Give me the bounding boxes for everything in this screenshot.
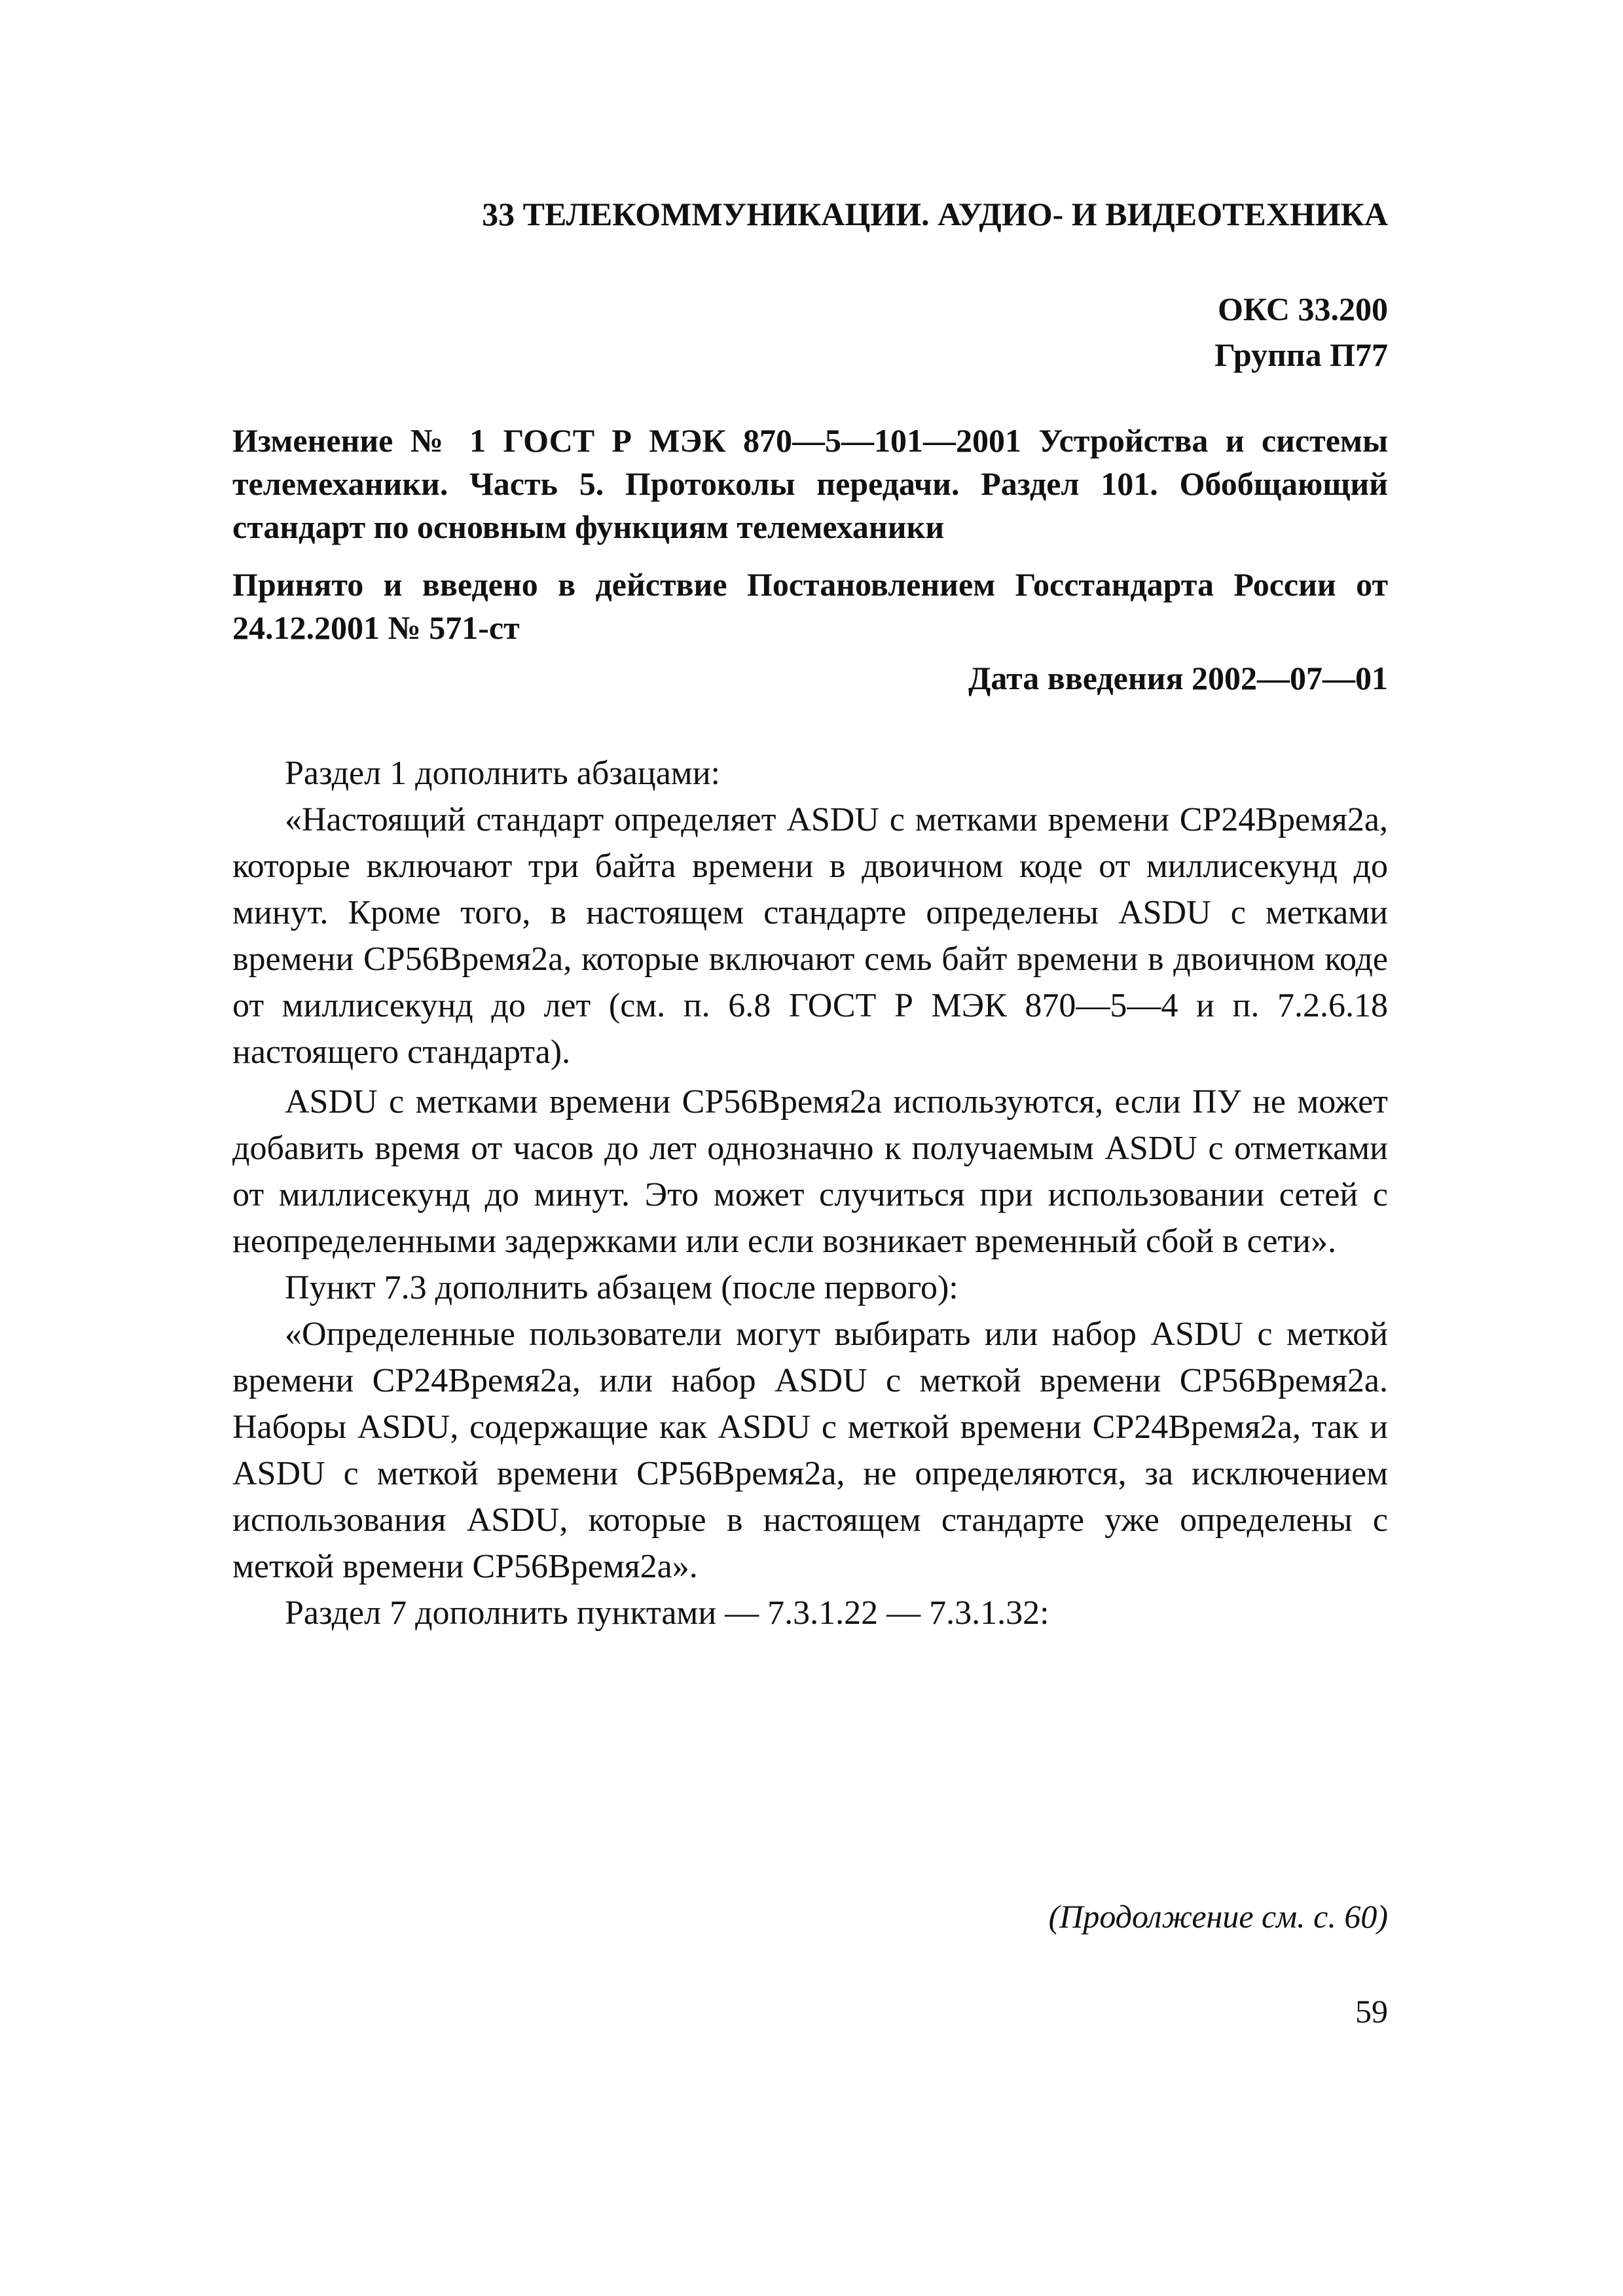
group-code: Группа П77 [1214,336,1388,373]
classification-block [232,286,1388,378]
oks-code: ОКС 33.200 [1217,291,1388,327]
body-text [232,750,1388,1636]
paragraph: Раздел 7 дополнить пунктами — 7.3.1.22 — 7.3.1.32: [285,1594,1049,1632]
continuation-note: (Продолжение см. с. 60) [1048,1898,1388,1935]
paragraph: ASDU с метками времени СР56Время2а используются, если ПУ не может добавить время от часов до лет однозначно к получаемым ASDU с отметками от миллисекунд до минут. Это может случиться при использовании сетей с неопределенными задержками или если возникает временный сбой в сети». [232,1083,1388,1260]
paragraph: Пункт 7.3 дополнить абзацем (после первого): [285,1269,958,1306]
amendment-title: Изменение № 1 ГОСТ Р МЭК 870—5—101—2001 Устройства и системы телемеханики. Часть 5. Протоколы передачи. Раздел 101. Обобщающий стандарт по основным функциям телемеханики [232,422,1388,545]
adoption-statement: Принято и введено в действие Постановлением Госстандарта России от 24.12.2001 № 571-ст [232,566,1388,646]
section-title: 33 ТЕЛЕКОММУНИКАЦИИ. АУДИО- И ВИДЕОТЕХНИКА [482,196,1388,232]
paragraph: «Определенные пользователи могут выбирать или набор ASDU с меткой времени СР24Время2а, или набор ASDU с меткой времени СР56Время2а. Наборы ASDU, содержащие как ASDU с меткой времени СР24Время2а, так и ASDU с меткой времени СР56Время2а, не определяются, за исключением использования ASDU, которые в настоящем стандарте уже определены с меткой времени СР56Время2а». [232,1316,1388,1585]
page-number: 59 [1355,1993,1388,2030]
paragraph: «Настоящий стандарт определяет ASDU с метками времени СР24Время2а, которые включают три байта времени в двоичном коде от миллисекунд до минут. Кроме того, в настоящем стандарте определены ASDU с метками времени СР56Время2а, которые включают семь байт времени в двоичном коде от миллисекунд до лет (см. п. 6.8 ГОСТ Р МЭК 870—5—4 и п. 7.2.6.18 настоящего стандарта). [232,801,1388,1071]
document-page [232,0,1388,2296]
paragraph: Раздел 1 дополнить абзацами: [285,755,720,792]
effective-date: Дата введения 2002—07—01 [968,660,1388,696]
